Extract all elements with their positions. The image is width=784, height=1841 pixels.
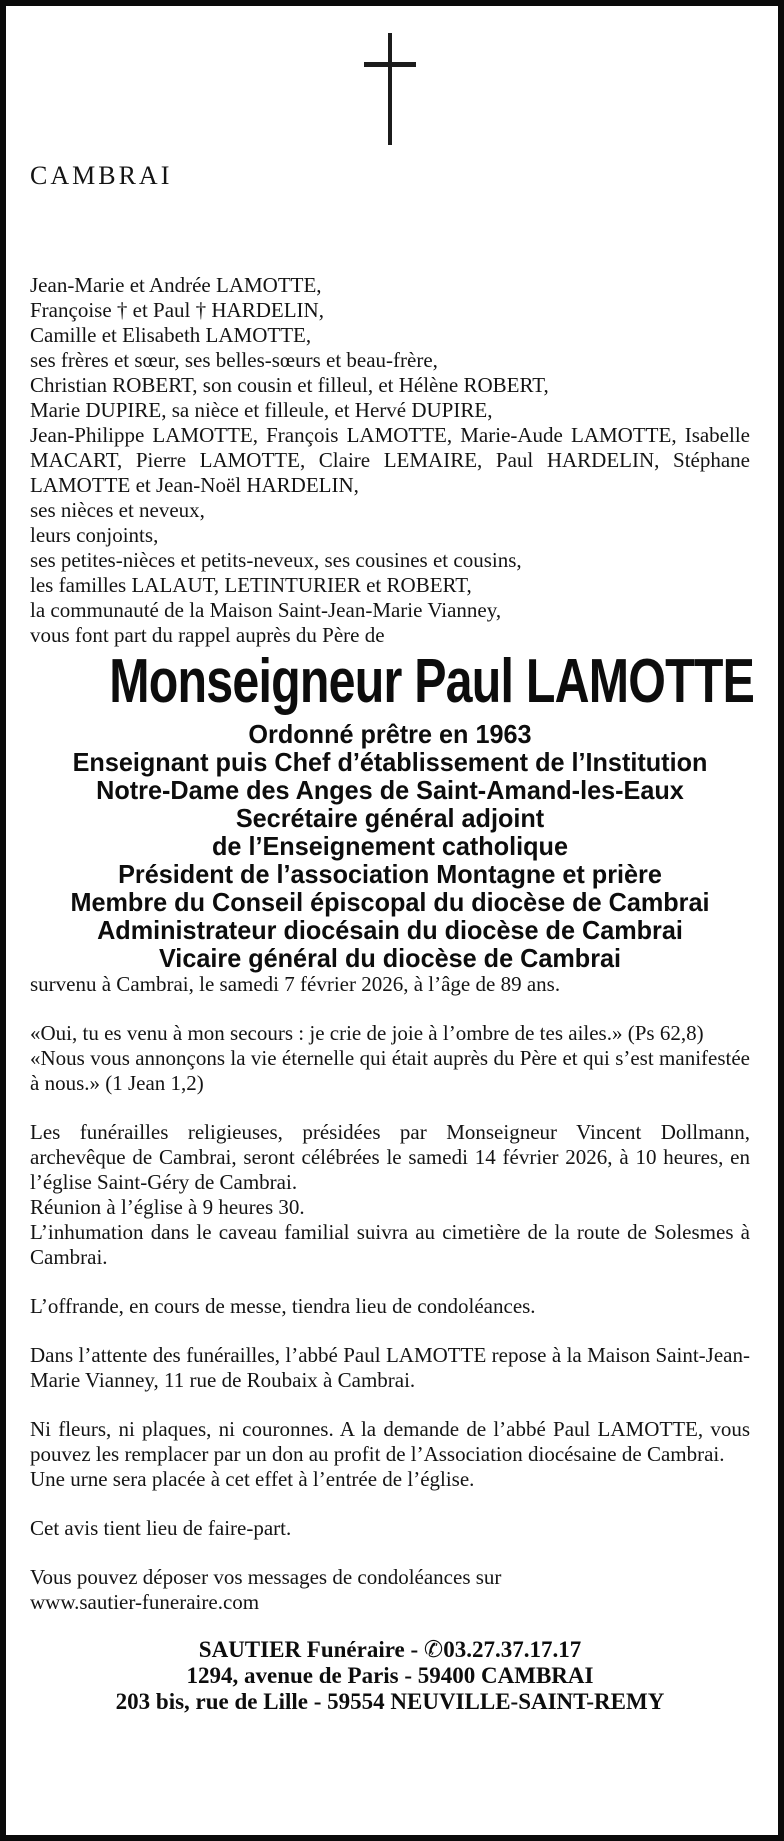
urn-line: Une urne sera placée à cet effet à l’entrée de l’église. xyxy=(30,1467,475,1491)
phone-icon: ✆ xyxy=(423,1637,444,1662)
deceased-name: Monseigneur Paul LAMOTTE xyxy=(109,647,755,716)
cross-vertical-bar xyxy=(388,33,392,145)
family-line: leurs conjoints, xyxy=(30,523,159,547)
phone-number: 03.27.37.17.17 xyxy=(443,1637,582,1662)
funeral-home-name: SAUTIER Funéraire - xyxy=(198,1637,424,1662)
meeting-line: Réunion à l’église à 9 heures 30. xyxy=(30,1195,305,1219)
scripture-quote: «Nous vous annonçons la vie éternelle qui était auprès du Père et qui s’est manifestée à nous.» (1 Jean 1,2) xyxy=(30,1046,750,1095)
repose-paragraph: Dans l’attente des funérailles, l’abbé Paul LAMOTTE repose à la Maison Saint-Jean-Marie Vianney, 11 rue de Roubaix à Cambrai. xyxy=(30,1343,750,1392)
scripture-quote: «Oui, tu es venu à mon secours : je crie de joie à l’ombre de tes ailes.» (Ps 62,8) xyxy=(30,1021,704,1045)
title-line: Membre du Conseil épiscopal du diocèse de Cambrai xyxy=(70,887,710,917)
family-line: Jean-Marie et Andrée LAMOTTE, xyxy=(30,273,322,297)
condolences-line: Vous pouvez déposer vos messages de condoléances sur xyxy=(30,1565,502,1589)
flowers-paragraph: Ni fleurs, ni plaques, ni couronnes. A la demande de l’abbé Paul LAMOTTE, vous pouvez les remplacer par un don au profit de l’Association diocésaine de Cambrai. xyxy=(30,1417,750,1466)
family-line: Françoise † et Paul † HARDELIN, xyxy=(30,298,324,322)
death-line: survenu à Cambrai, le samedi 7 février 2026, à l’âge de 89 ans. xyxy=(30,972,561,996)
title-line: Secrétaire général adjoint xyxy=(235,803,545,833)
family-line: la communauté de la Maison Saint-Jean-Marie Vianney, xyxy=(30,598,502,622)
title-line: Enseignant puis Chef d’établissement de l’Institution xyxy=(72,747,708,777)
family-line: Marie DUPIRE, sa nièce et filleule, et Hervé DUPIRE, xyxy=(30,398,493,422)
cross-horizontal-bar xyxy=(364,62,416,67)
family-line: Christian ROBERT, son cousin et filleul, et Hélène ROBERT, xyxy=(30,373,549,397)
family-line: les familles LALAUT, LETINTURIER et ROBERT, xyxy=(30,573,472,597)
address-line: 1294, avenue de Paris - 59400 CAMBRAI xyxy=(186,1663,594,1688)
funeral-home-line xyxy=(30,1637,750,1663)
title-line: Vicaire général du diocèse de Cambrai xyxy=(158,943,622,973)
notice-line: Cet avis tient lieu de faire-part. xyxy=(30,1516,292,1540)
cross-icon xyxy=(30,33,750,145)
relatives-block: Jean-Philippe LAMOTTE, François LAMOTTE, Marie-Aude LAMOTTE, Isabelle MACART, Pierre LAMOTTE, Claire LEMAIRE, Paul HARDELIN, Stéphane LAMOTTE et Jean-Noël HARDELIN, xyxy=(30,423,750,497)
funeral-paragraph: Les funérailles religieuses, présidées par Monseigneur Vincent Dollmann, archevêque de Cambrai, seront célébrées le samedi 14 février 2026, à 10 heures, en l’église Saint-Géry de Cambrai. xyxy=(30,1120,750,1194)
city-label: CAMBRAI xyxy=(30,161,173,190)
burial-paragraph: L’inhumation dans le caveau familial suivra au cimetière de la route de Solesmes à Cambrai. xyxy=(30,1220,750,1269)
family-line: ses petites-nièces et petits-neveux, ses cousines et cousins, xyxy=(30,548,522,572)
notice-body xyxy=(30,972,750,1615)
family-announcement xyxy=(30,273,750,648)
family-line: vous font part du rappel auprès du Père de xyxy=(30,623,385,647)
funeral-home-footer xyxy=(30,1637,750,1715)
title-line: Ordonné prêtre en 1963 xyxy=(248,719,532,749)
offering-line: L’offrande, en cours de messe, tiendra lieu de condoléances. xyxy=(30,1294,536,1318)
family-line: ses frères et sœur, ses belles-sœurs et beau-frère, xyxy=(30,348,438,372)
deceased-titles xyxy=(30,720,750,972)
title-line: Administrateur diocésain du diocèse de Cambrai xyxy=(97,915,683,945)
notice-content xyxy=(6,33,778,1715)
title-line: Notre-Dame des Anges de Saint-Amand-les-Eaux xyxy=(96,775,684,805)
family-line: ses nièces et neveux, xyxy=(30,498,205,522)
address-line: 203 bis, rue de Lille - 59554 NEUVILLE-SAINT-REMY xyxy=(115,1689,665,1714)
family-line: Camille et Elisabeth LAMOTTE, xyxy=(30,323,312,347)
title-line: Président de l’association Montagne et prière xyxy=(118,859,662,889)
website-text: www.sautier-funeraire.com xyxy=(30,1590,260,1614)
title-line: de l’Enseignement catholique xyxy=(212,831,568,861)
